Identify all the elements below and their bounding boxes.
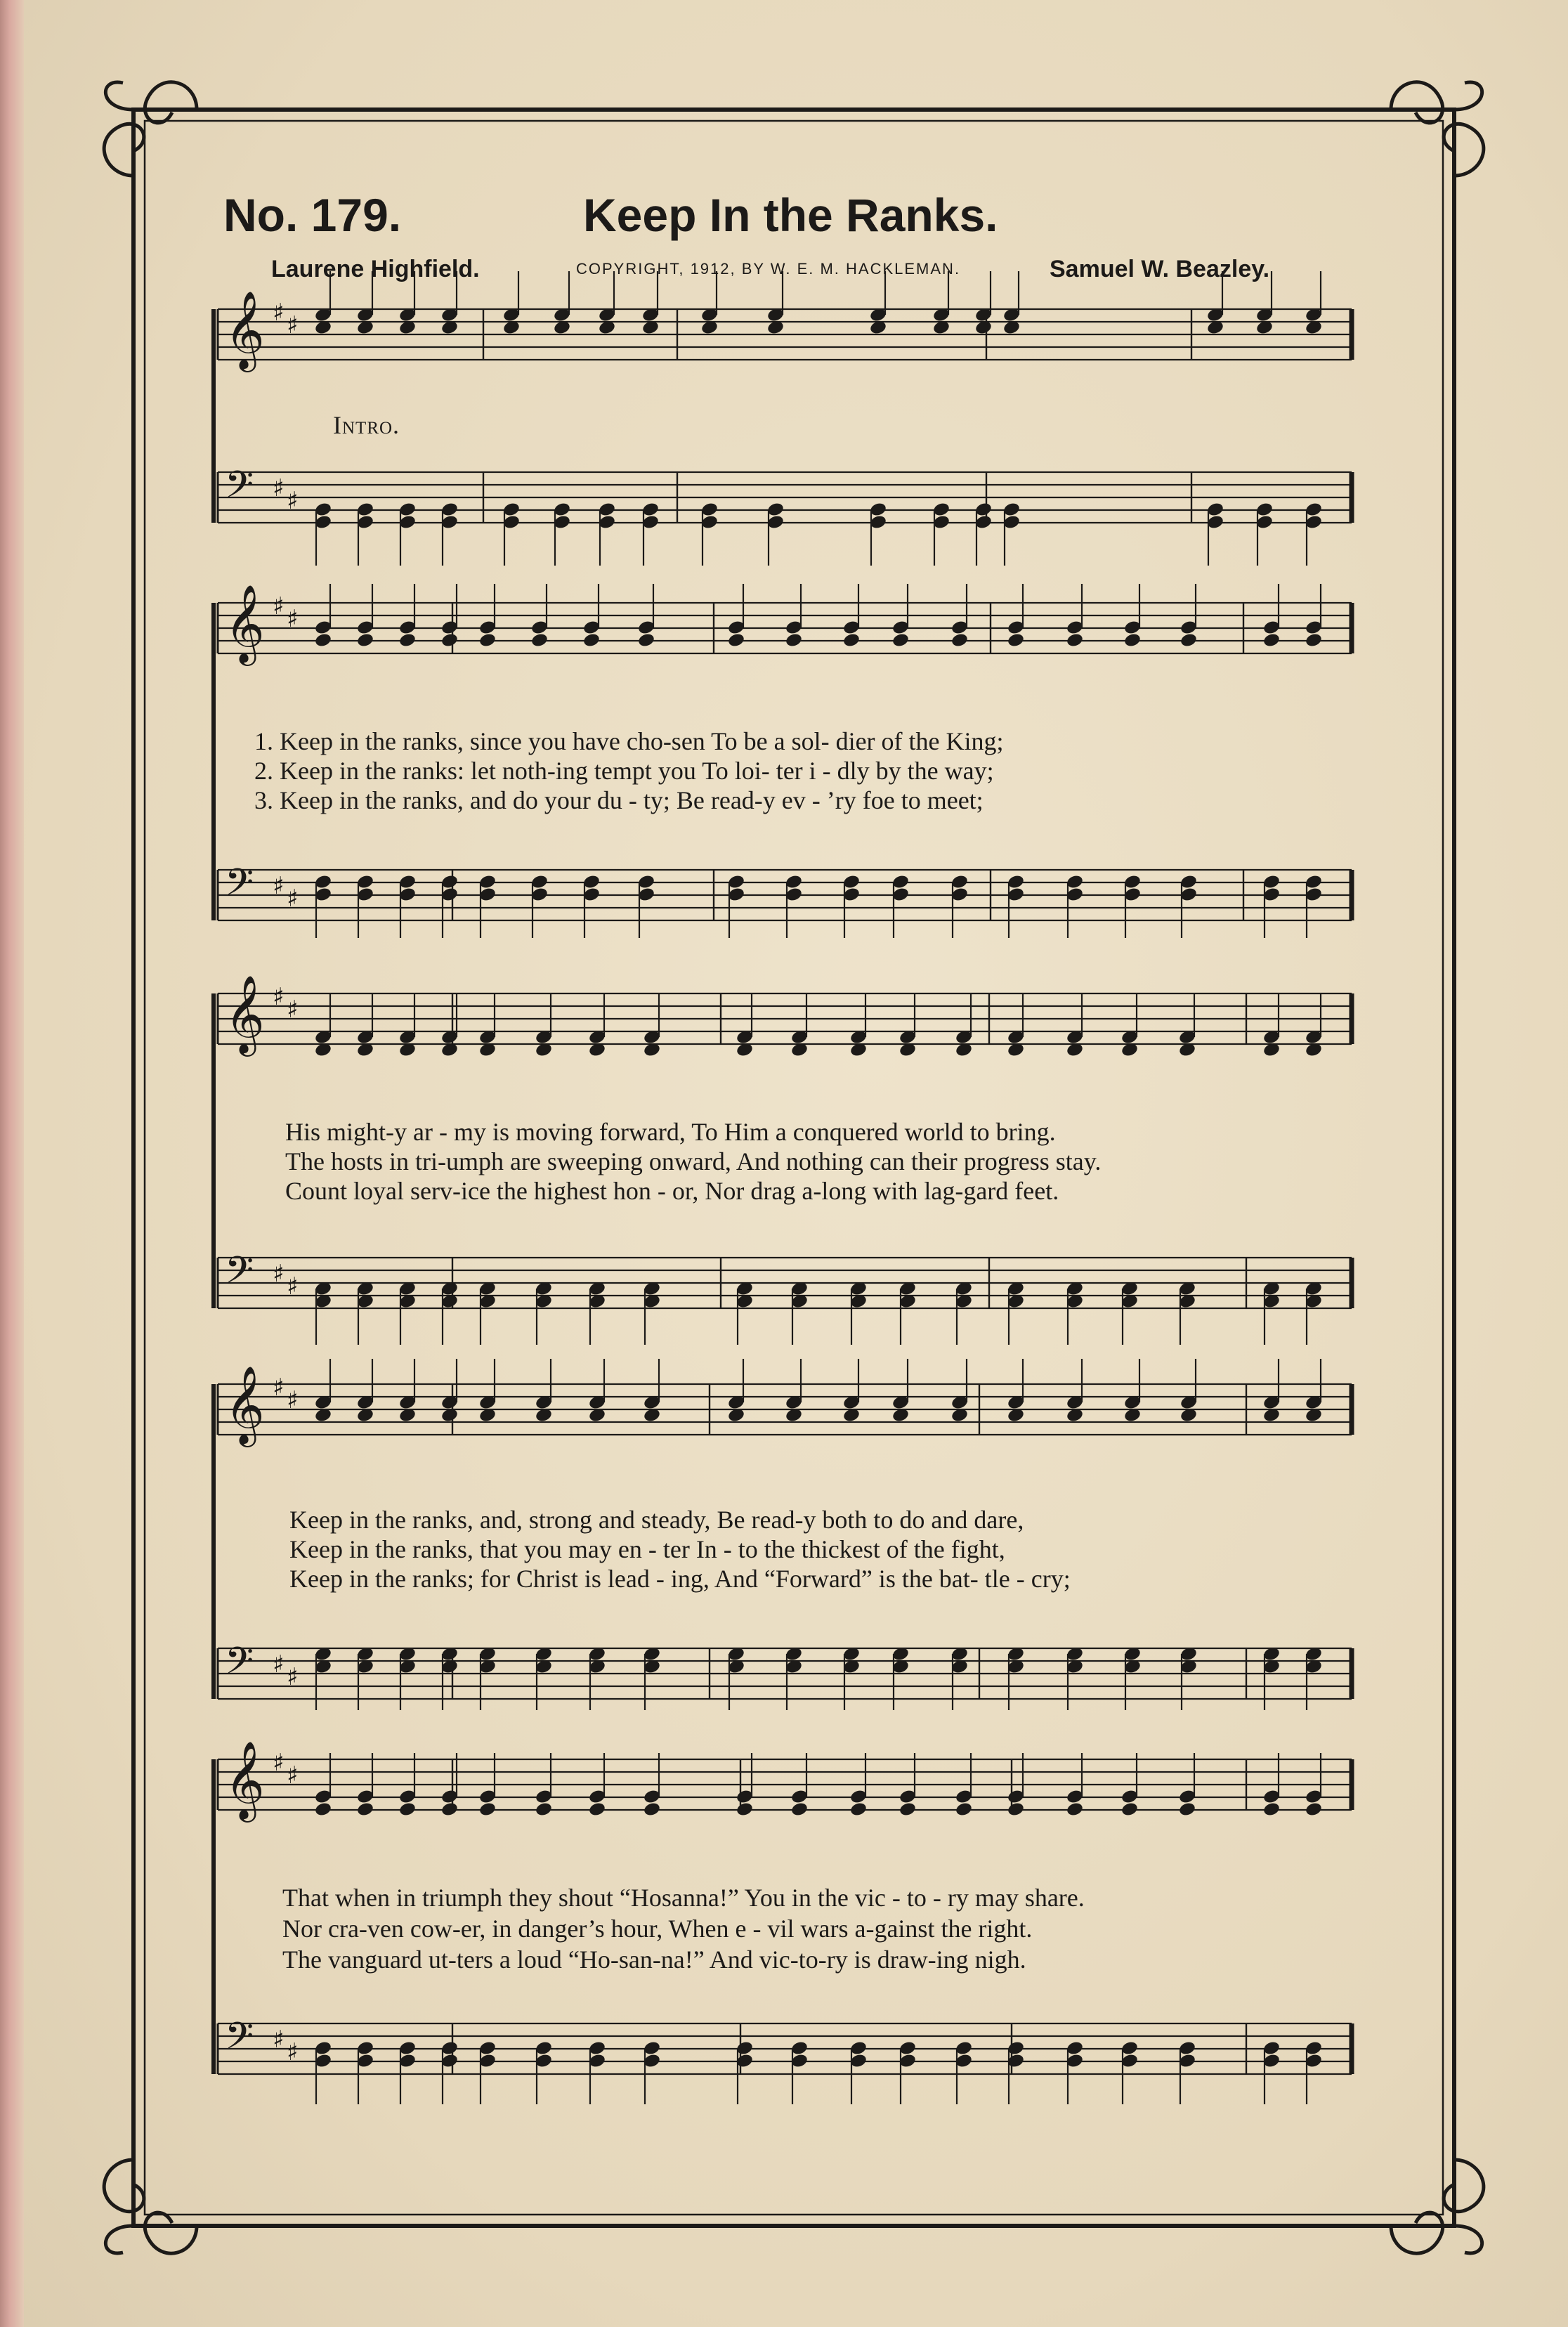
treble-clef-icon: 𝄞 — [225, 584, 265, 663]
note-head — [478, 1801, 497, 1818]
note-head — [1066, 632, 1084, 648]
treble-clef-icon: 𝄞 — [225, 975, 265, 1053]
lyric-line-verse-2: Nor cra-ven cow-er, in danger’s hour, When e - vil wars a-gainst the right. — [282, 1915, 1033, 1943]
lyric-line-verse-1: His might-y ar - my is moving forward, To Him a conquered world to bring. — [285, 1118, 1056, 1146]
lyric-line-verse-1: That when in triumph they shout “Hosanna!” You in the vic - to - ry may share. — [282, 1884, 1085, 1912]
note-head — [1121, 1801, 1139, 1818]
note-head — [1178, 1801, 1196, 1818]
note-head — [1066, 1801, 1084, 1818]
treble-clef-icon: 𝄞 — [225, 290, 265, 369]
note-head — [314, 1801, 332, 1818]
bass-clef-icon: 𝄢 — [225, 861, 254, 913]
lyric-line-verse-3: Count loyal serv-ice the highest hon - or, Nor drag a-long with lag-gard feet. — [285, 1177, 1059, 1205]
sharp-icon: ♯ — [287, 605, 299, 633]
note-head — [842, 632, 861, 648]
sharp-icon: ♯ — [273, 592, 285, 620]
lyric-line-verse-3: 3. Keep in the ranks, and do your du - ty; Be read-y ev - ’ry foe to meet; — [254, 786, 984, 814]
note-head — [955, 1801, 973, 1818]
note-head — [1007, 1801, 1025, 1818]
note-head — [727, 632, 745, 648]
note-head — [1305, 1801, 1323, 1818]
sharp-icon: ♯ — [287, 1386, 299, 1414]
note-head — [582, 632, 601, 648]
lyric-line-verse-1: 1. Keep in the ranks, since you have cho-sen To be a sol- dier of the King; — [254, 727, 1004, 755]
bass-clef-icon: 𝄢 — [225, 1640, 254, 1692]
sharp-icon: ♯ — [287, 487, 299, 515]
sharp-icon: ♯ — [273, 1260, 285, 1288]
note-head — [314, 632, 332, 648]
treble-clef-icon: 𝄞 — [225, 1365, 265, 1444]
composer-credit: Samuel W. Beazley. — [1050, 256, 1270, 282]
sharp-icon: ♯ — [273, 299, 285, 327]
sharp-icon: ♯ — [287, 1663, 299, 1691]
note-head — [356, 1801, 374, 1818]
sharp-icon: ♯ — [273, 1374, 285, 1402]
note-head — [1262, 1801, 1281, 1818]
note-head — [356, 632, 374, 648]
note-head — [785, 632, 803, 648]
note-head — [950, 632, 969, 648]
sharp-icon: ♯ — [273, 474, 285, 502]
note-head — [849, 1801, 868, 1818]
sharp-icon: ♯ — [273, 1749, 285, 1777]
lyric-line-verse-2: Keep in the ranks, that you may en - ter In - to the thickest of the fight, — [289, 1535, 1005, 1563]
sharp-icon: ♯ — [273, 1650, 285, 1679]
note-head — [790, 1801, 809, 1818]
note-head — [736, 1801, 754, 1818]
note-head — [535, 1801, 553, 1818]
bass-clef-icon: 𝄢 — [225, 1249, 254, 1301]
note-head — [588, 1801, 606, 1818]
hymn-title: Keep In the Ranks. — [583, 189, 998, 241]
lyric-line-verse-3: The vanguard ut-ters a loud “Ho-san-na!” And vic-to-ry is draw-ing nigh. — [282, 1945, 1026, 1974]
sharp-icon: ♯ — [287, 996, 299, 1024]
note-head — [440, 1801, 459, 1818]
sharp-icon: ♯ — [287, 1761, 299, 1790]
lyric-line-verse-3: Keep in the ranks; for Christ is lead - ing, And “Forward” is the bat- tle - cry; — [289, 1565, 1071, 1593]
sharp-icon: ♯ — [287, 1272, 299, 1301]
bass-clef-icon: 𝄢 — [225, 2015, 254, 2067]
sharp-icon: ♯ — [273, 983, 285, 1011]
lyric-line-verse-2: The hosts in tri-umph are sweeping onward, And nothing can their progress stay. — [285, 1147, 1102, 1175]
note-head — [1007, 632, 1025, 648]
copyright-notice: COPYRIGHT, 1912, BY W. E. M. HACKLEMAN. — [576, 260, 961, 278]
note-head — [530, 632, 549, 648]
note-head — [1180, 632, 1198, 648]
note-head — [398, 632, 417, 648]
sharp-icon: ♯ — [273, 2026, 285, 2054]
intro-label: Intro. — [333, 411, 400, 439]
lyric-line-verse-2: 2. Keep in the ranks: let noth-ing tempt you To loi- ter i - dly by the way; — [254, 757, 994, 785]
note-head — [440, 632, 459, 648]
note-head — [1123, 632, 1142, 648]
note-head — [643, 1801, 661, 1818]
sharp-icon: ♯ — [287, 885, 299, 913]
treble-clef-icon: 𝄞 — [225, 1740, 265, 1819]
note-head — [478, 632, 497, 648]
lyric-line-verse-1: Keep in the ranks, and, strong and steady, Be read-y both to do and dare, — [289, 1506, 1024, 1534]
note-head — [899, 1801, 917, 1818]
sharp-icon: ♯ — [287, 2038, 299, 2066]
bass-clef-icon: 𝄢 — [225, 464, 254, 516]
lyricist-credit: Laurene Highfield. — [271, 256, 480, 282]
sharp-icon: ♯ — [273, 872, 285, 900]
note-head — [1262, 632, 1281, 648]
sharp-icon: ♯ — [287, 311, 299, 339]
note-head — [1305, 632, 1323, 648]
hymn-number: No. 179. — [223, 189, 402, 241]
note-head — [891, 632, 910, 648]
note-head — [398, 1801, 417, 1818]
note-head — [637, 632, 655, 648]
